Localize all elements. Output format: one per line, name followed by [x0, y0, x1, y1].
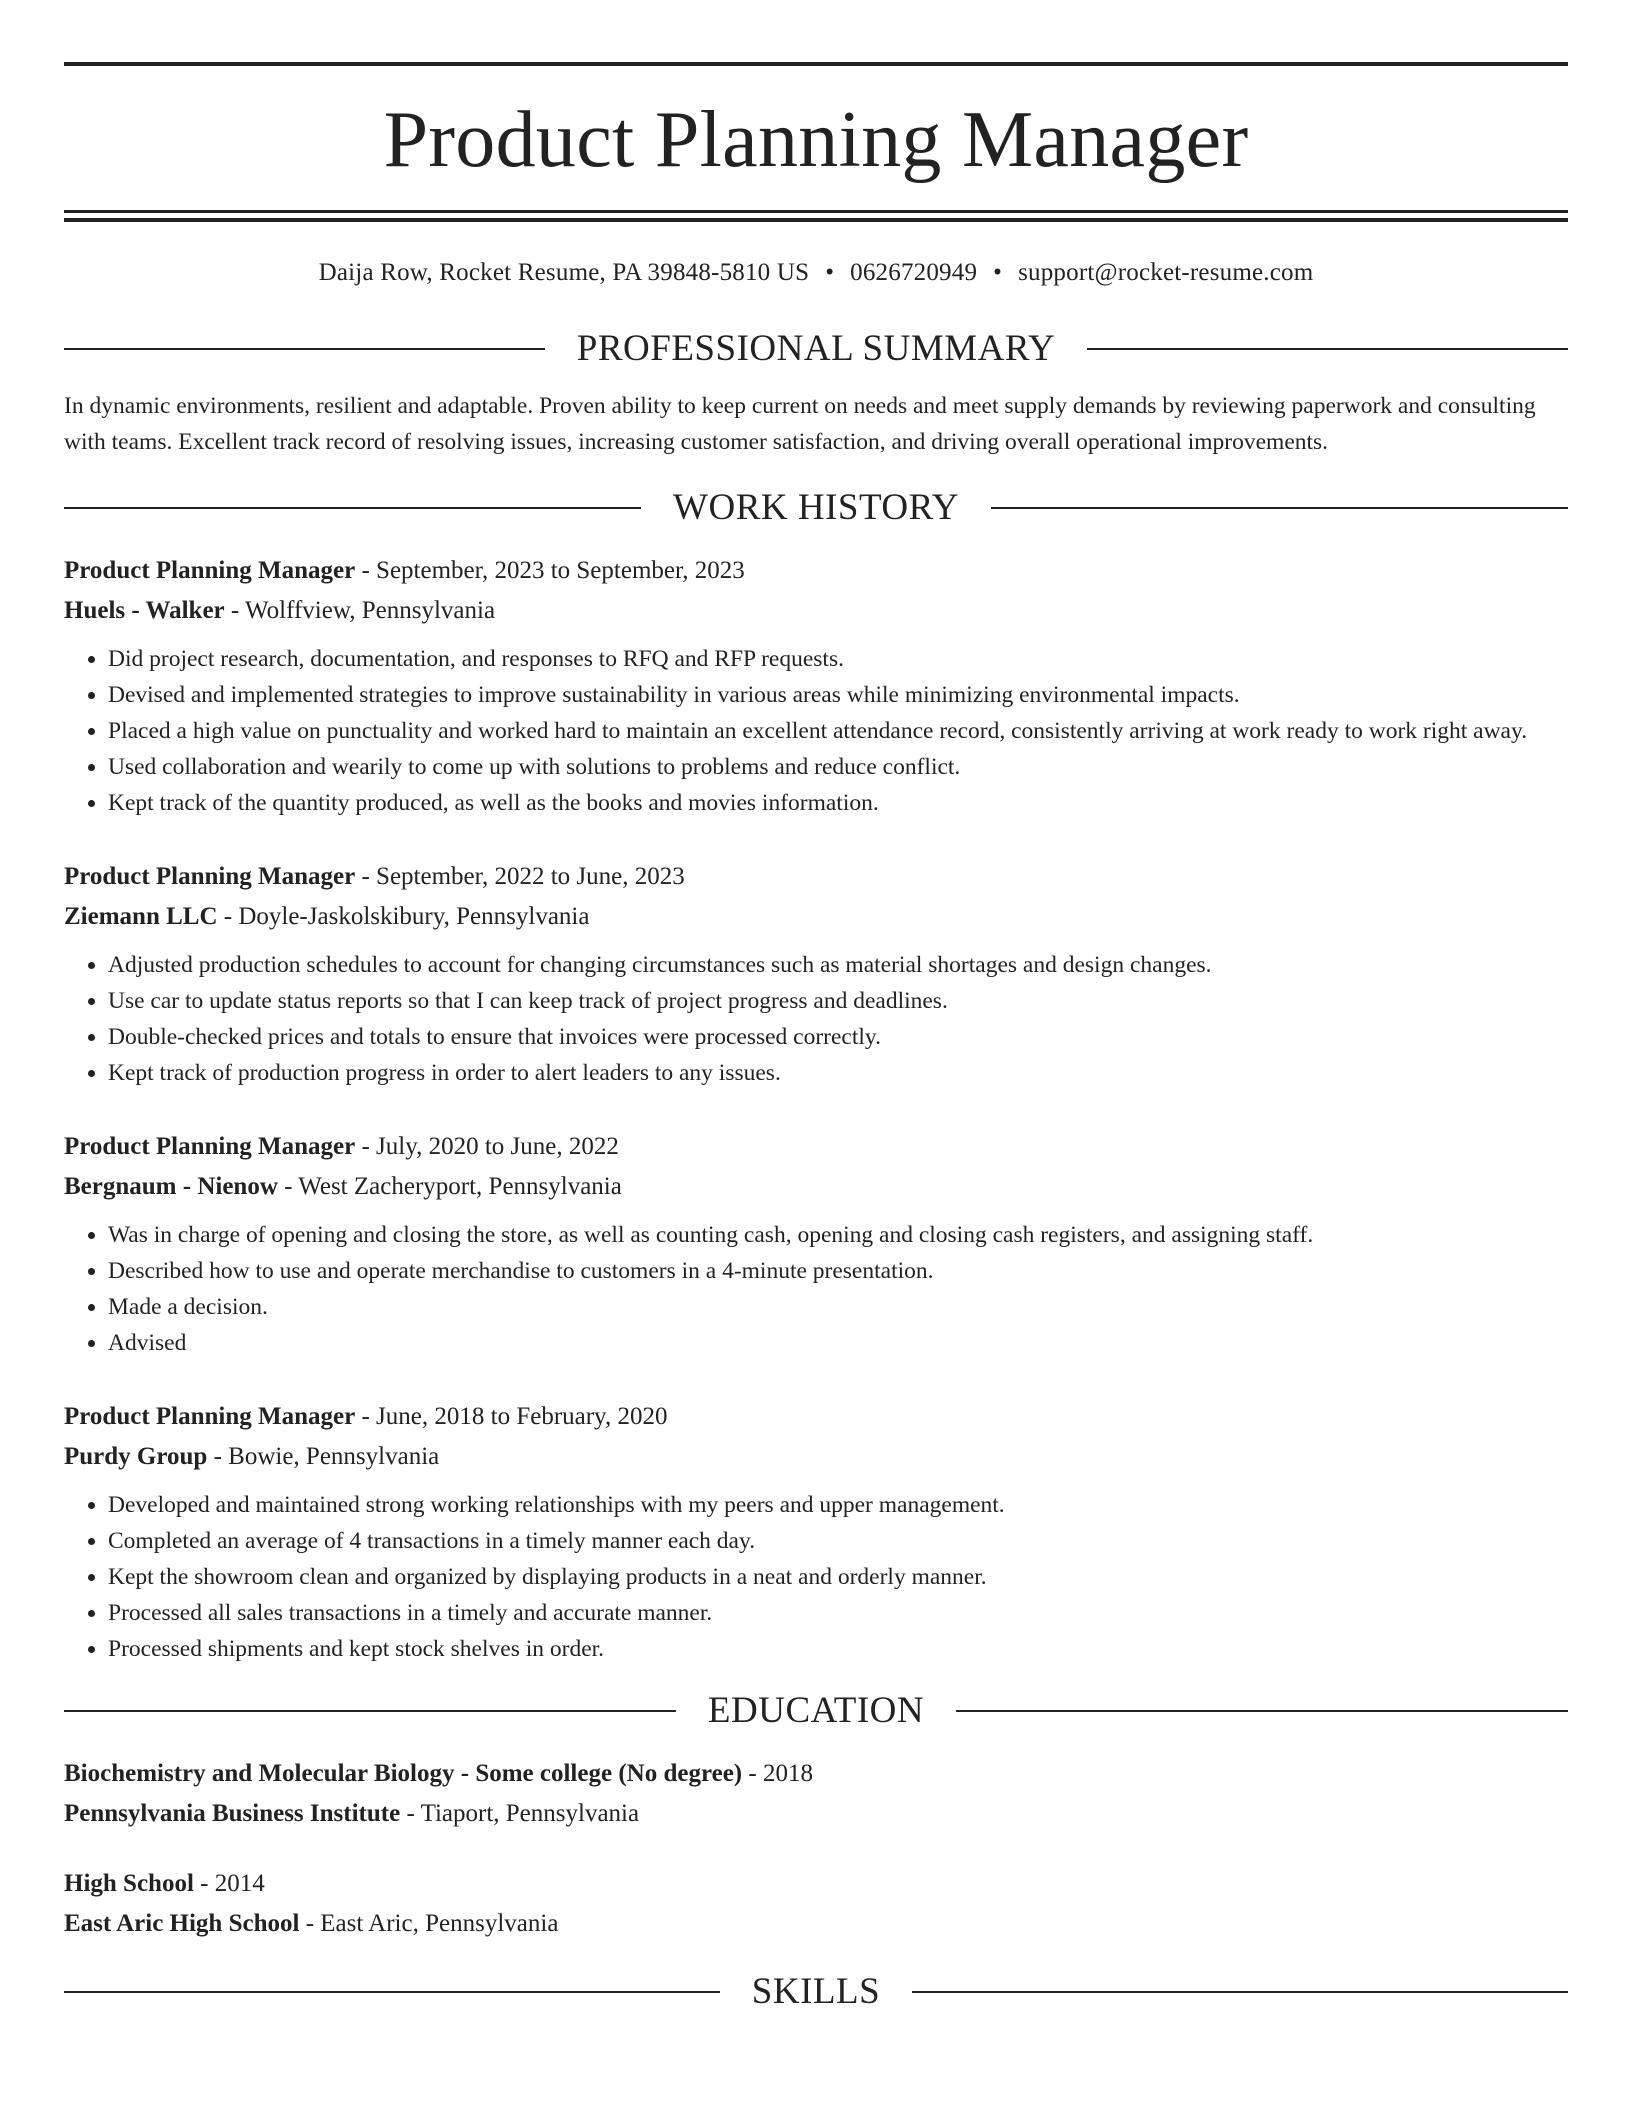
heading-rule: [956, 1710, 1568, 1712]
job-location: - Wolffview, Pennsylvania: [224, 597, 496, 624]
job-company-line: [64, 897, 1568, 937]
education-school: East Aric High School: [64, 1910, 300, 1937]
job-company-line: [64, 1167, 1568, 1207]
job-entry: [64, 1127, 1568, 1361]
resume-page: [64, 0, 1568, 2013]
job-company: Huels - Walker: [64, 597, 225, 624]
section-title: EDUCATION: [707, 1690, 925, 1731]
job-bullet: • Double-checked prices and totals to ensure that invoices were processed correctly.: [108, 1019, 1568, 1055]
job-company: Bergnaum - Nienow: [64, 1173, 278, 1200]
job-company-line: [64, 1437, 1568, 1477]
education-school-line: [64, 1794, 1568, 1834]
education-location: - East Aric, Pennsylvania: [299, 1910, 559, 1937]
job-dates: - July, 2020 to June, 2022: [355, 1133, 619, 1160]
section-heading-skills: [64, 1970, 1568, 2013]
job-title: Product Planning Manager: [64, 557, 356, 584]
section-title: PROFESSIONAL SUMMARY: [576, 328, 1056, 369]
job-dates: - June, 2018 to February, 2020: [355, 1403, 668, 1430]
job-company-line: [64, 591, 1568, 631]
job-title: Product Planning Manager: [64, 1403, 356, 1430]
job-bullet: • Kept the showroom clean and organized by displaying products in a neat and orderly manner.: [108, 1559, 1568, 1595]
job-entry: [64, 551, 1568, 821]
education-year: - 2014: [193, 1870, 265, 1897]
job-bullet-list: [64, 947, 1568, 1091]
job-bullet: • Processed all sales transactions in a timely and accurate manner.: [108, 1595, 1568, 1631]
heading-rule: [64, 507, 641, 509]
job-bullet: • Made a decision.: [108, 1289, 1568, 1325]
job-bullet: • Kept track of production progress in order to alert leaders to any issues.: [108, 1055, 1568, 1091]
job-bullet: • Advised: [108, 1325, 1568, 1361]
job-title-line: [64, 1397, 1568, 1437]
summary-text: In dynamic environments, resilient and adaptable. Proven ability to keep current on needs and meet supply demands by reviewing paperwork and consulting with teams. Excellent track record of resolving issues, increasing customer satisfaction, and driving overall operational improvements.: [64, 393, 1536, 455]
job-dates: - September, 2023 to September, 2023: [355, 557, 745, 584]
section-heading-summary: [64, 327, 1568, 370]
section-heading-education: [64, 1689, 1568, 1732]
job-title: Product Planning Manager: [64, 1133, 356, 1160]
job-location: - Bowie, Pennsylvania: [207, 1443, 440, 1470]
job-title: Product Planning Manager: [64, 863, 356, 890]
contact-line: [64, 259, 1568, 287]
job-title-line: [64, 857, 1568, 897]
contact-separator: •: [825, 259, 835, 286]
heading-rule: [64, 348, 545, 350]
top-rule: [64, 62, 1568, 66]
job-bullet-list: [64, 641, 1568, 821]
job-title-line: [64, 551, 1568, 591]
education-location: - Tiaport, Pennsylvania: [400, 1800, 640, 1827]
job-bullet: • Was in charge of opening and closing the store, as well as counting cash, opening and closing cash registers, and assigning staff.: [108, 1217, 1568, 1253]
contact-address: Daija Row, Rocket Resume, PA 39848-5810 US: [318, 259, 810, 286]
job-bullet: • Described how to use and operate merchandise to customers in a 4-minute presentation.: [108, 1253, 1568, 1289]
education-entry: [64, 1864, 1568, 1944]
job-bullet: • Completed an average of 4 transactions in a timely manner each day.: [108, 1523, 1568, 1559]
section-heading-work-history: [64, 486, 1568, 529]
job-bullet: • Placed a high value on punctuality and worked hard to maintain an excellent attendance record, consistently arriving at work ready to work right away.: [108, 713, 1568, 749]
resume-title: Product Planning Manager: [383, 96, 1249, 184]
job-dates: - September, 2022 to June, 2023: [355, 863, 685, 890]
contact-email[interactable]: support@rocket-resume.com: [1018, 259, 1314, 286]
job-bullet: • Did project research, documentation, and responses to RFQ and RFP requests.: [108, 641, 1568, 677]
education-degree: Biochemistry and Molecular Biology - Some college (No degree): [64, 1760, 743, 1787]
job-title-line: [64, 1127, 1568, 1167]
section-title: WORK HISTORY: [673, 487, 959, 528]
heading-rule: [912, 1991, 1568, 1993]
job-bullet-list: [64, 1487, 1568, 1667]
job-bullet: • Kept track of the quantity produced, as well as the books and movies information.: [108, 785, 1568, 821]
education-year: - 2018: [742, 1760, 813, 1787]
job-company: Ziemann LLC: [64, 903, 218, 930]
education-entry: [64, 1754, 1568, 1834]
section-title: SKILLS: [751, 1971, 881, 2012]
job-bullet: • Processed shipments and kept stock shelves in order.: [108, 1631, 1568, 1667]
job-bullet: • Devised and implemented strategies to improve sustainability in various areas while minimizing environmental impacts.: [108, 677, 1568, 713]
job-entry: [64, 1397, 1568, 1667]
education-degree-line: [64, 1864, 1568, 1904]
job-bullet: • Use car to update status reports so that I can keep track of project progress and deadlines.: [108, 983, 1568, 1019]
title-double-rule: [64, 210, 1568, 222]
job-bullet: • Adjusted production schedules to account for changing circumstances such as material shortages and design changes.: [108, 947, 1568, 983]
heading-rule: [64, 1991, 720, 1993]
education-school: Pennsylvania Business Institute: [64, 1800, 401, 1827]
job-entry: [64, 857, 1568, 1091]
education-degree: High School: [64, 1870, 194, 1897]
contact-separator: •: [993, 259, 1003, 286]
heading-rule: [1087, 348, 1568, 350]
job-location: - West Zacheryport, Pennsylvania: [277, 1173, 622, 1200]
heading-rule: [991, 507, 1568, 509]
job-company: Purdy Group: [64, 1443, 208, 1470]
heading-rule: [64, 1710, 676, 1712]
job-bullet: • Developed and maintained strong working relationships with my peers and upper management.: [108, 1487, 1568, 1523]
job-bullet-list: [64, 1217, 1568, 1361]
education-school-line: [64, 1904, 1568, 1944]
job-location: - Doyle-Jaskolskibury, Pennsylvania: [217, 903, 590, 930]
education-degree-line: [64, 1754, 1568, 1794]
job-bullet: • Used collaboration and wearily to come up with solutions to problems and reduce conflict.: [108, 749, 1568, 785]
contact-phone: 0626720949: [850, 259, 978, 286]
